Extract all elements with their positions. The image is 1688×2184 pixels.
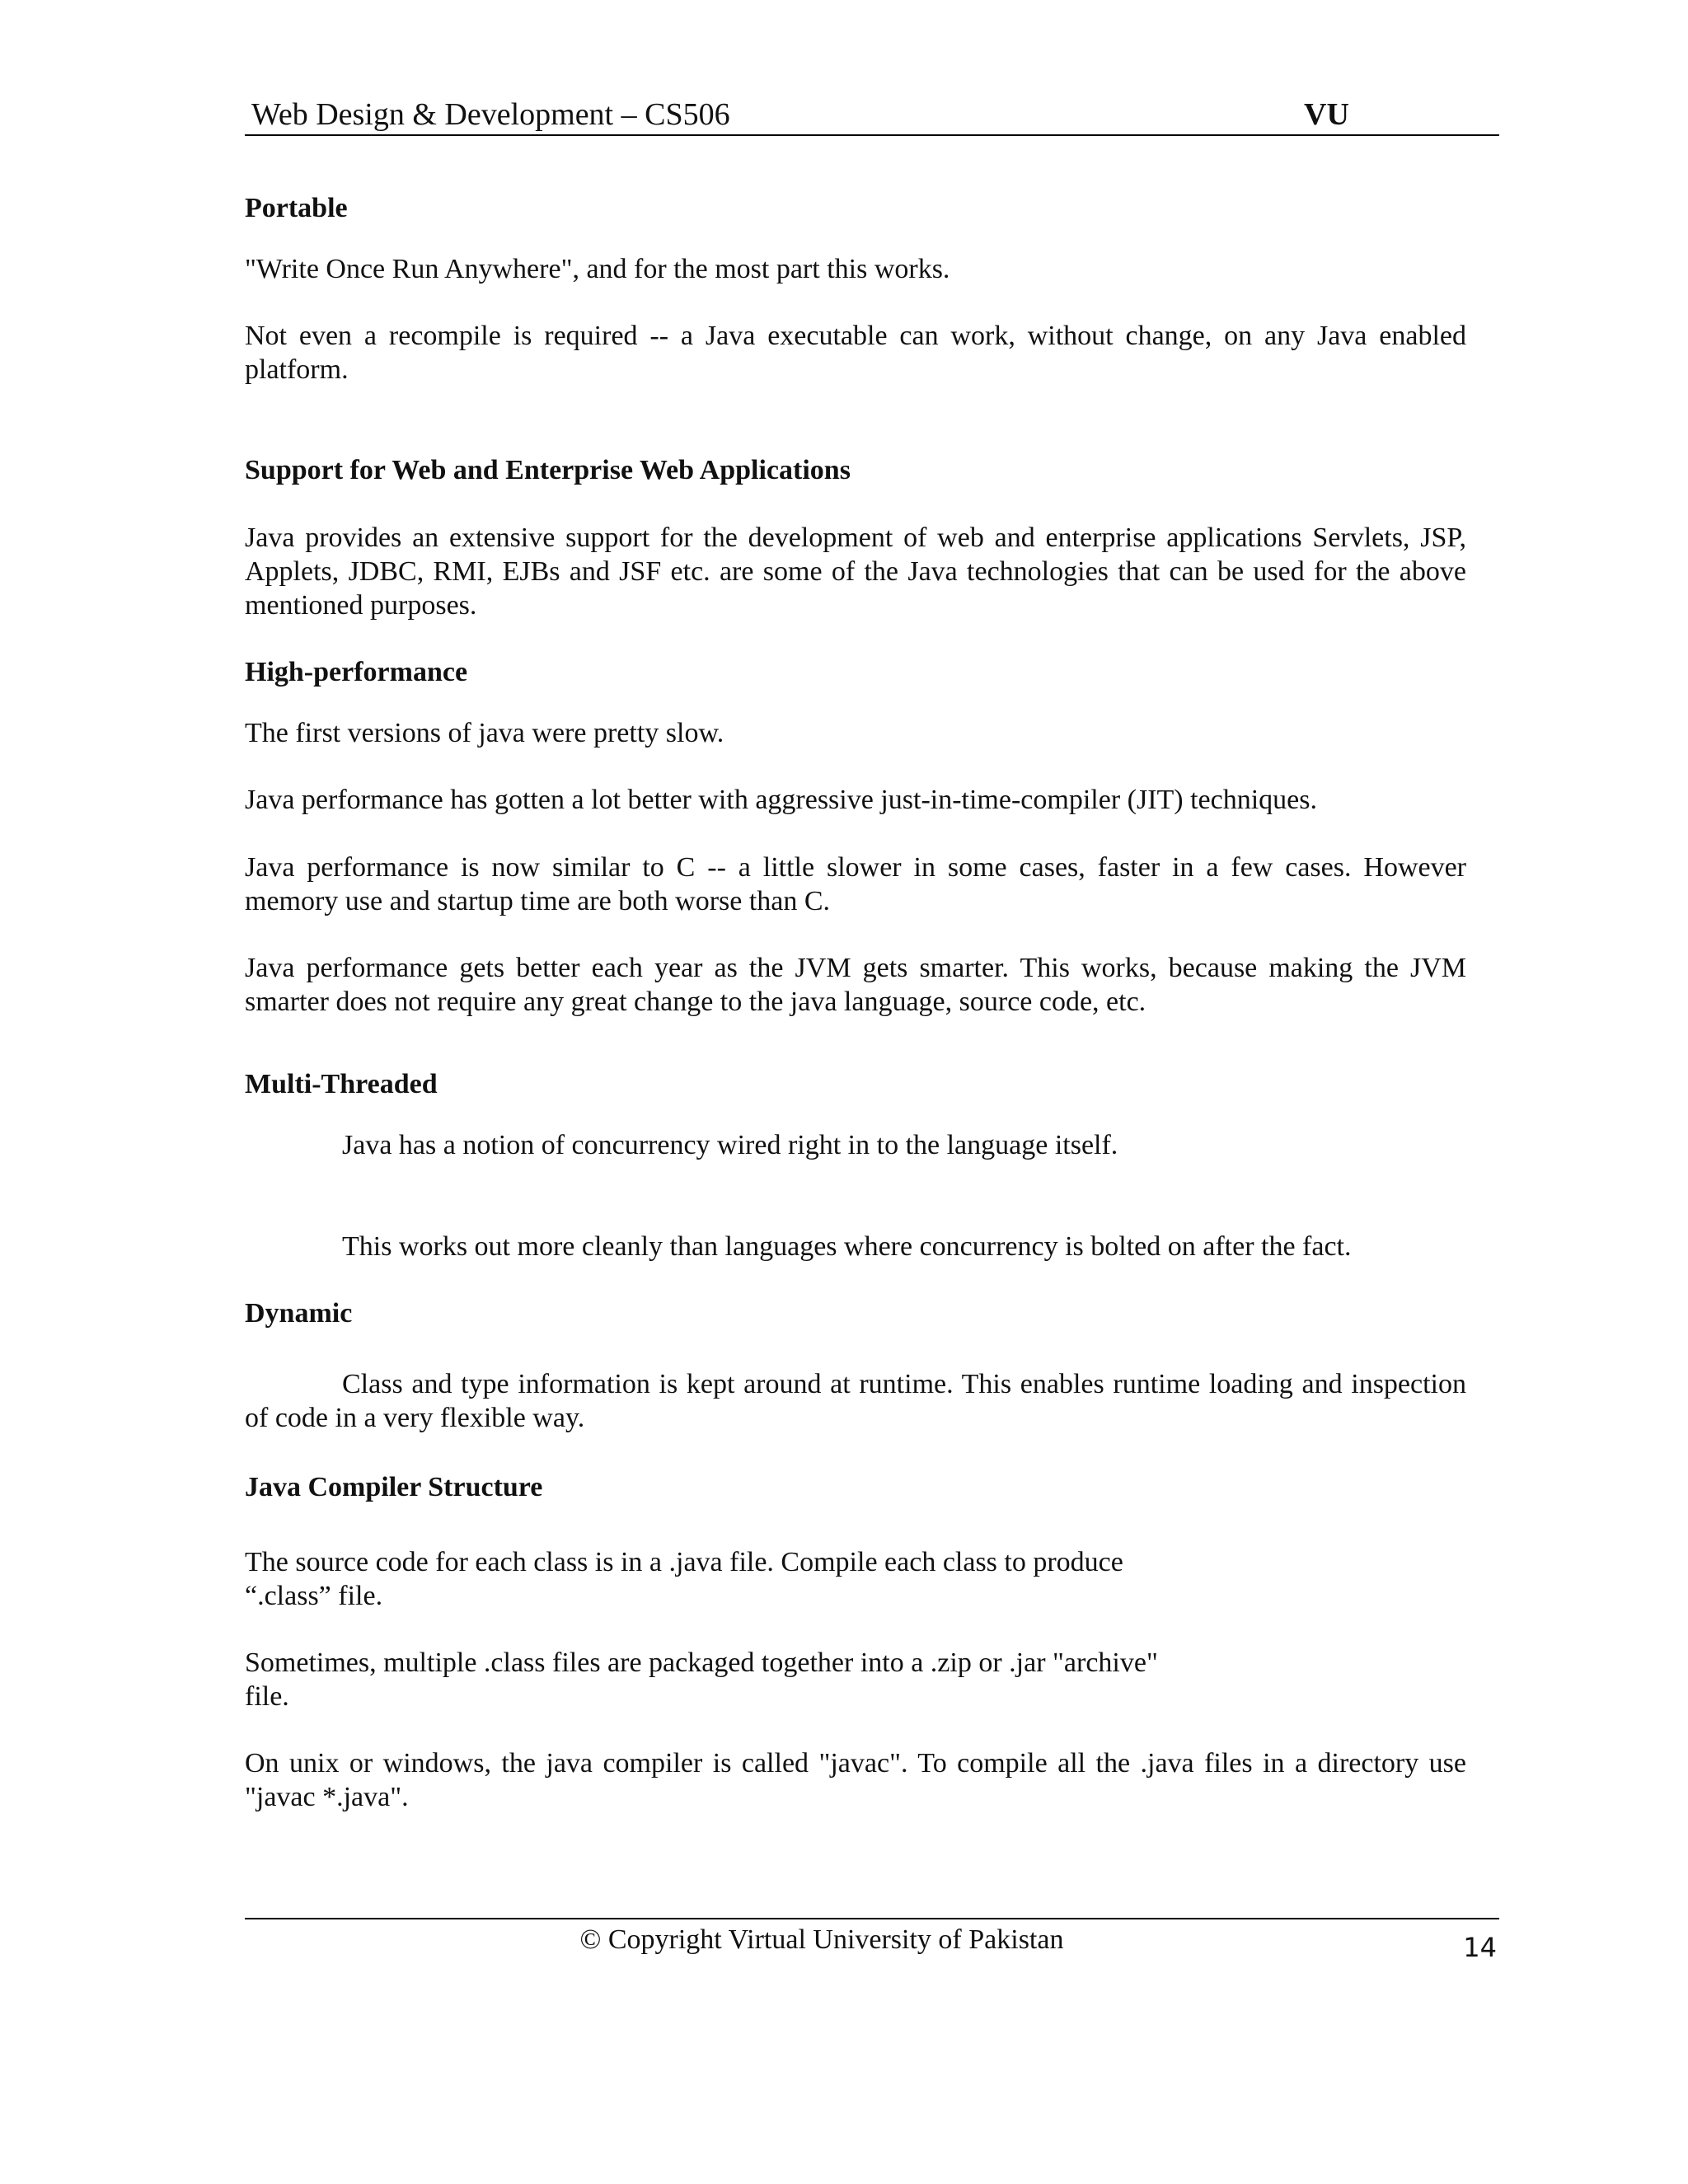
page-header — [245, 95, 1499, 136]
paragraph: Java has a notion of concurrency wired right in to the language itself. — [342, 1130, 1118, 1160]
paragraph-line: Sometimes, multiple .class files are packaged together into a .zip or .jar "archive" — [245, 1647, 1158, 1678]
copyright-notice: © Copyright Virtual University of Pakistan — [579, 1924, 1064, 1955]
paragraph: Java provides an extensive support for the development of web and enterprise applications Servlets, JSP, Applets, JDBC, RMI, EJBs and JSF etc. are some of the Java technologies that can be used for the above mentioned purposes. — [245, 523, 1466, 621]
page-number: 14 — [1463, 1932, 1497, 1963]
paragraph-line: The source code for each class is in a .java file. Compile each class to produce — [245, 1547, 1123, 1577]
section-multi-threaded — [245, 1067, 1466, 1102]
paragraph: Java performance is now similar to C -- a little slower in some cases, faster in a few cases. However memory use and startup time are both worse than C. — [245, 852, 1466, 916]
paragraph: "Write Once Run Anywhere", and for the most part this works. — [245, 254, 950, 284]
paragraph: Not even a recompile is required -- a Java executable can work, without change, on any Java enabled platform. — [245, 321, 1466, 385]
section-heading: Multi-Threaded — [245, 1069, 438, 1099]
section-web-support — [245, 453, 1466, 488]
section-compiler-structure — [245, 1470, 1466, 1505]
paragraph: Class and type information is kept around at runtime. This enables runtime loading and inspection of code in a very flexible way. — [245, 1369, 1466, 1433]
paragraph: Java performance gets better each year as the JVM gets smarter. This works, because making the JVM smarter does not require any great change to the java language, source code, etc. — [245, 953, 1466, 1017]
paragraph-line: “.class” file. — [245, 1581, 383, 1611]
section-high-performance — [245, 655, 1466, 690]
section-heading: Dynamic — [245, 1298, 353, 1329]
section-heading: High-performance — [245, 657, 468, 687]
university-logo-text: VU — [1304, 97, 1349, 132]
paragraph: Java performance has gotten a lot better with aggressive just-in-time-compiler (JIT) techniques. — [245, 785, 1317, 815]
section-heading: Support for Web and Enterprise Web Applications — [245, 455, 851, 485]
paragraph-line: file. — [245, 1681, 289, 1712]
paragraph: The first versions of java were pretty slow. — [245, 718, 724, 748]
paragraph: This works out more cleanly than languages where concurrency is bolted on after the fact. — [342, 1231, 1352, 1262]
section-dynamic — [245, 1296, 1466, 1331]
section-portable — [245, 191, 1466, 226]
section-heading: Java Compiler Structure — [245, 1472, 543, 1502]
paragraph: On unix or windows, the java compiler is called "javac". To compile all the .java files in a directory use "javac *.java". — [245, 1748, 1466, 1812]
page-footer — [245, 1918, 1499, 1969]
course-title: Web Design & Development – CS506 — [251, 97, 730, 132]
section-heading: Portable — [245, 193, 348, 223]
